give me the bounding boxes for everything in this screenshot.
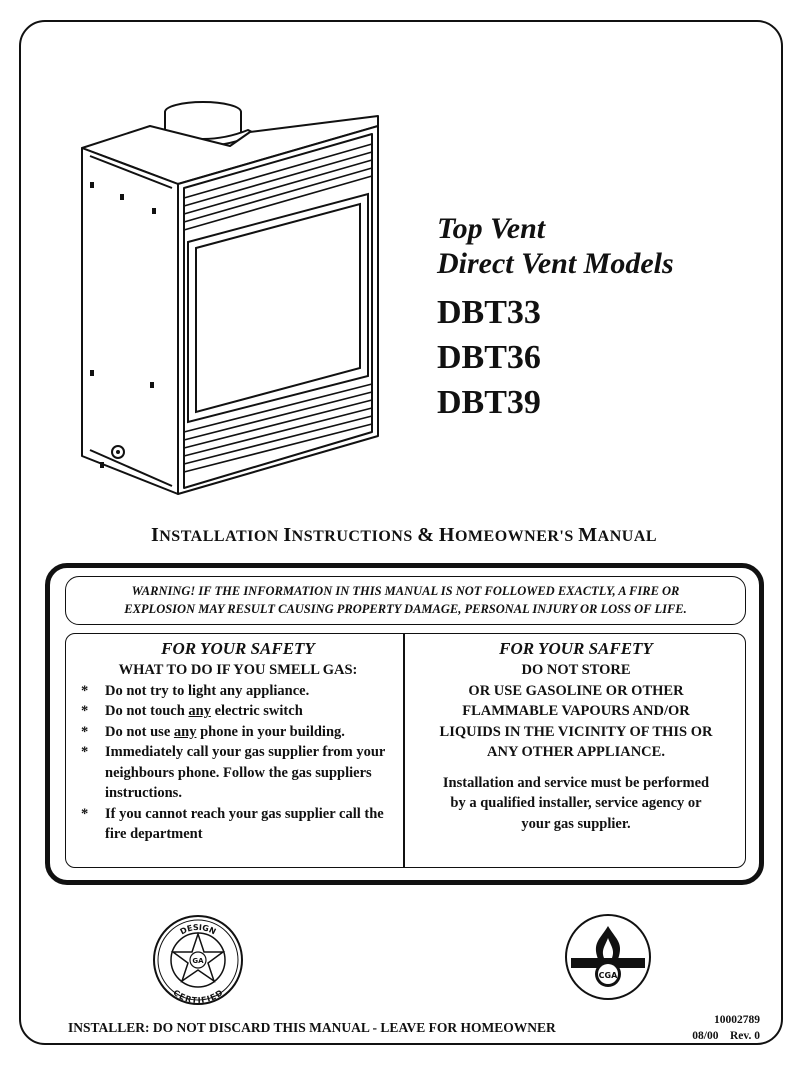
safety-list	[78, 681, 398, 845]
warning-text: OR USE GASOLINE OR OTHER	[468, 682, 684, 699]
model-name: DBT36	[437, 339, 541, 376]
document-number: 10002789	[714, 1014, 760, 1026]
safety-heading: FOR YOUR SAFETY	[161, 639, 315, 658]
subtitle-line2: Direct Vent Models	[437, 247, 674, 280]
document-date-revision: 08/00 Rev. 0	[692, 1030, 760, 1042]
smell-gas-column	[78, 638, 398, 845]
warning-line: WARNING! IF THE INFORMATION IN THIS MANUAL IS NOT FOLLOWED EXACTLY, A FIRE OR	[131, 584, 680, 598]
seal-top-text: DESIGN	[178, 922, 218, 937]
list-item: * If you cannot reach your gas supplier call the fire department	[81, 805, 384, 842]
model-name: DBT39	[437, 384, 541, 421]
column-divider	[403, 633, 405, 868]
design-certified-seal	[150, 912, 246, 1008]
fireplace-illustration	[60, 90, 390, 510]
warning-text: DO NOT STORE	[521, 662, 631, 678]
warning-text: FLAMMABLE VAPOURS AND/OR	[462, 703, 690, 719]
do-not-store-column	[406, 638, 746, 834]
subtitle-line1: Top Vent	[437, 212, 546, 245]
service-text: by a qualified installer, service agency or	[450, 795, 702, 811]
warning-text: LIQUIDS IN THE VICINITY OF THIS OR	[439, 723, 713, 740]
seal-center-text: GA	[192, 957, 204, 965]
seal-bottom-text: CERTIFIED	[171, 988, 225, 1006]
list-item: * Immediately call your gas supplier from your neighbours phone. Follow the gas suppliers instructions.	[81, 744, 386, 801]
service-text: your gas supplier.	[521, 815, 631, 832]
model-name: DBT33	[437, 294, 541, 331]
list-item: * Do not use any phone in your building.	[81, 723, 345, 740]
smell-gas-subheading: WHAT TO DO IF YOU SMELL GAS:	[118, 662, 358, 678]
seal-center-text: CGA	[598, 971, 618, 980]
safety-heading: FOR YOUR SAFETY	[499, 639, 653, 658]
svg-text:CERTIFIED	[171, 988, 224, 1005]
warning-box	[65, 576, 746, 625]
service-text: Installation and service must be performed	[442, 774, 710, 791]
warning-text: ANY OTHER APPLIANCE.	[487, 744, 665, 760]
cga-seal	[563, 912, 653, 1002]
footer-notice: INSTALLER: DO NOT DISCARD THIS MANUAL - LEAVE FOR HOMEOWNER	[68, 1020, 556, 1035]
list-item: * Do not try to light any appliance.	[81, 682, 310, 699]
document-number-block	[680, 1012, 760, 1044]
list-item: * Do not touch any electric switch	[81, 703, 303, 719]
manual-title: INSTALLATION INSTRUCTIONS & HOMEOWNER'S MANUAL	[150, 524, 658, 546]
warning-line: EXPLOSION MAY RESULT CAUSING PROPERTY DAMAGE, PERSONAL INJURY OR LOSS OF LIFE.	[124, 602, 687, 616]
